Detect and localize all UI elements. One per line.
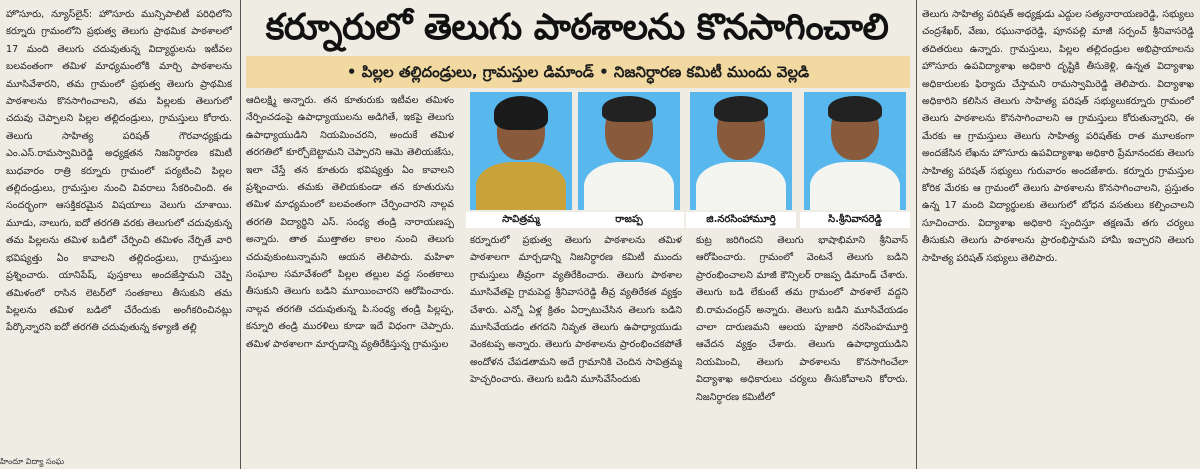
headline: కర్నూరులో తెలుగు పాఠశాలను కొనసాగించాలి xyxy=(265,7,889,48)
article-column-3: కర్నూరులో ప్రభుత్వ తెలుగు పాఠశాలను తమిళ పాఠశాలగా మార్చడాన్ని నిజనిర్ధారణ కమిటీ ముందు గ్రామస్తులు తీవ్రంగా వ్యతిరేకించారు. తెలుగు పాఠశాల మూసివేతపై గ్రామపెద్ద శ్రీనివాసరెడ్డి తీవ్ర వ్యతిరేకత వ్యక్తం చేశారు. ఎన్నో ఏళ్ల క్రితం ఏర్పాటుచేసిన తెలుగు బడిని మూసివేయడం తగదని నివృత తెలుగు ఉపాధ్యాయుడు వెంకటప్ప అన్నారు. తెలుగు పాఠశాలను ప్రారంభించకపోతే అందోళన చేపడతామని అదే గ్రామానికి చెందిన సావిత్రమ్మ హెచ్చరించారు. తెలుగు బడిని మూసివేసేందుకు xyxy=(470,235,682,386)
column-divider xyxy=(240,0,241,469)
portrait-hair xyxy=(494,96,548,130)
photo-savithramma xyxy=(470,92,572,210)
next-article-fragment: హిందూ విద్యా సంఘ xyxy=(0,457,65,466)
photo-srinivasareddy xyxy=(804,92,906,210)
photo-caption-rajappa: రాజప్ప xyxy=(574,212,684,228)
column-divider xyxy=(916,0,917,469)
photo-caption-savithramma: సావిత్రమ్మ xyxy=(466,212,576,228)
subheadline: • పిల్లల తల్లిదండ్రులు, గ్రామస్తుల డిమాండ్ • నిజనిర్ధారణ కమిటీ ముందు వెల్లడి xyxy=(246,56,910,88)
portrait-body xyxy=(476,162,566,210)
photo-caption-srinivasareddy: సి.శ్రీనివాసరెడ్డి xyxy=(800,212,910,228)
portrait-body xyxy=(696,162,786,210)
portrait-body xyxy=(810,162,900,210)
portrait-hair xyxy=(714,96,768,122)
photo-narasimhamurthy xyxy=(690,92,792,210)
photo-rajappa xyxy=(578,92,680,210)
article-column-1: హొసూరు, న్యూస్‌లైన్: హొసూరు మున్సిపాలిటీ పరిధిలోని కర్నూరు గ్రామంలోని ప్రభుత్వ తెలుగు ప్రాథమిక పాఠశాలలో 17 మంది తెలుగు చదువుతున్న విద్యార్థులను ఇటీవల బలవంతంగా తమిళ మాధ్యమంలోకి మార్చి పాఠశాలను మూసివేశారని, తమ గ్రామంలో ప్రభుత్వ తెలుగు ప్రాథమిక పాఠశాలను కొనసాగించాలని, తమ పిల్లలకు తెలుగులో చదువు చెప్పాలని పిల్లల తల్లిదండ్రులు, గ్రామస్తులు కోరారు. తెలుగు సాహిత్య పరిషత్ గౌరవాధ్యక్షుడు ఎం.ఎస్.రామస్వామిరెడ్డి అధ్యక్షతన నిజనిర్ధారణ కమిటీ బుధవారం రాత్రి కర్నూరు గ్రామంలో పర్యటించి పిల్లల తల్లిదండ్రులు, గ్రామస్తుల నుంచి వివరాలు సేకరించింది. ఈ సందర్భంగా ఆసక్తికరమైన విషయాలు వెలుగు చూశాయి. మూడు, నాలుగు, ఐదో తరగతి వరకు తెలుగులో చదువుకున్న తమ పిల్లలను తమిళ బడిలో చేర్పించి తమిళం నేర్పితే వారి భవిష్యత్తు ఏం కావాలని తల్లిదండ్రులు, గ్రామస్తులు ప్రశ్నించారు. యానిపేష్, పుస్తకాలు అందజేస్తామని చెప్పి తమిళంలో రాసిన లెటర్‌లో సంతకాలు తీసుకుని తమ పిల్లలను తమిళ బడిలో చేరేందుకు అంగీకరించినట్లు పేర్కొన్నారని ఐదో తరగతి చదువుతున్న కళ్యాణి తల్లి xyxy=(6,9,232,334)
portrait-hair xyxy=(602,96,656,122)
portrait-body xyxy=(584,162,674,210)
portrait-hair xyxy=(828,96,882,122)
article-column-2: ఆదిలక్ష్మి అన్నారు. తన కూతురుకు ఇటీవల తమిళం నేర్పించడంపై ఉపాధ్యాయులను అడిగితే, ఇకపై తెలుగు ఉపాధ్యాయుడిని నియమించరని, అందుకే తమిళ తరగతిలో కూర్చోబెట్టామని చెప్పారని ఆమె తెలియజేసు, ఇలా చేస్తే తన కూతురు భవిష్యత్తు ఏం కావాలని ప్రశ్నించారు. తమకు తెలియకుండా తన కూతురును తమిళ మాధ్యమంలో బలవంతంగా చేర్పించారని నాల్గవ తరగతి విద్యార్థిని ఎస్. సంధ్య తండ్రి నారాయణప్ప అన్నారు. తాత ముత్తాతల కాలం నుంచి తెలుగు చదువుకుంటున్నామని ఆయన తెలిపారు. మహిళా సంఘాల సమావేశంలో పిల్లల తల్లుల వద్ద సంతకాలు తీసుకుని తెలుగు బడిని మూయించారని ఆరోపించారు. నాల్గవ తరగతి చదువుతున్న పి.సంధ్య తండ్రి పిల్లప్ప, కన్నూరి తండ్రి మురళిలు కూడా ఇదే విధంగా చెప్పారు. తమిళ పాఠశాలగా మార్చడాన్ని వ్యతిరేకిస్తున్న గ్రామస్తుల xyxy=(246,95,454,350)
photo-caption-narasimhamurthy: జి.నరసింహామూర్తి xyxy=(686,212,796,228)
article-column-4: కుట్ర జరిగిందని తెలుగు భాషాభిమాని శ్రీనివాస్ ఆరోపించారు. గ్రామంలో వెంటనే తెలుగు బడిని ప్రారంభించాలని మాజీ కౌన్సిలర్ రాజప్ప డిమాండ్ చేశారు. తెలుగు బడి లేకుంటే తమ గ్రామంలో పాఠశాలే వద్దని బి.రామచంద్రన్ అన్నారు. తెలుగు బడిని మూసివేయడం చాలా దారుణమని ఆలయ పూజారి నరసింహమూర్తి ఆవేదన వ్యక్తం చేశారు. తెలుగు ఉపాధ్యాయుడిని నియమించి, తెలుగు పాఠశాలను కొనసాగించేలా విద్యాశాఖ అధికారులు చర్యలు తీసుకోవాలని కోరారు. నిజనిర్ధారణ కమిటీలో xyxy=(696,235,908,403)
article-column-5: తెలుగు సాహిత్య పరిషత్ అధ్యక్షుడు ఎద్దుల సత్యనారాయణరెడ్డి, సభ్యులు చంద్రశేఖర్, వేణు, రఘునాథరెడ్డి, పూనపల్లి మాజీ సర్పంచ్ శ్రీనివాసరెడ్డి తదితరులు ఉన్నారు. గ్రామస్తులు, పిల్లల తల్లిదండ్రుల అభిప్రాయాలను హొసూరు ఉపవిద్యాశాఖ అధికారి దృష్టికి తీసుకెళ్లి, ఉన్నత విద్యాశాఖ అధికారులకు ఫిర్యాదు చేస్తామని రామస్వామిరెడ్డి తెలిపారు. విద్యాశాఖ అధికారిని కలిసిన తెలుగు సాహిత్య పరిషత్ సభ్యులుకర్నూరు గ్రామంలో తెలుగు పాఠశాలను కొనసాగించాలని ఆ గ్రామస్తులు కోరుతున్నారని, ఈ మేరకు ఆ గ్రామస్తులు తెలుగు సాహిత్య పరిషత్‌కు రాత మూలకంగా అందజేసిన లేఖను హొసూరు ఉపవిద్యాశాఖ అధికారి ప్రేమానందకు తెలుగు సాహిత్య పరిషత్ సభ్యులు గురువారం అందజేశారు. కర్నూరు గ్రామస్తుల కోరిక మేరకు ఆ గ్రామంలో తెలుగు పాఠశాలను కొనసాగించాలని, ప్రస్తుతం ఉన్న 17 మంది విద్యార్థులకు తెలుగులో బోధన వసతులు కల్పించాలని సూచించారు. విద్యాశాఖ అధికారి స్పందిస్తూ తక్షణమే తగు చర్యలు తీసుకుని తెలుగు పాఠశాలను ప్రారంభిస్తామని హామీ ఇచ్చారని తెలుగు సాహిత్య పరిషత్ సభ్యులు తెలిపారు. xyxy=(922,9,1194,264)
